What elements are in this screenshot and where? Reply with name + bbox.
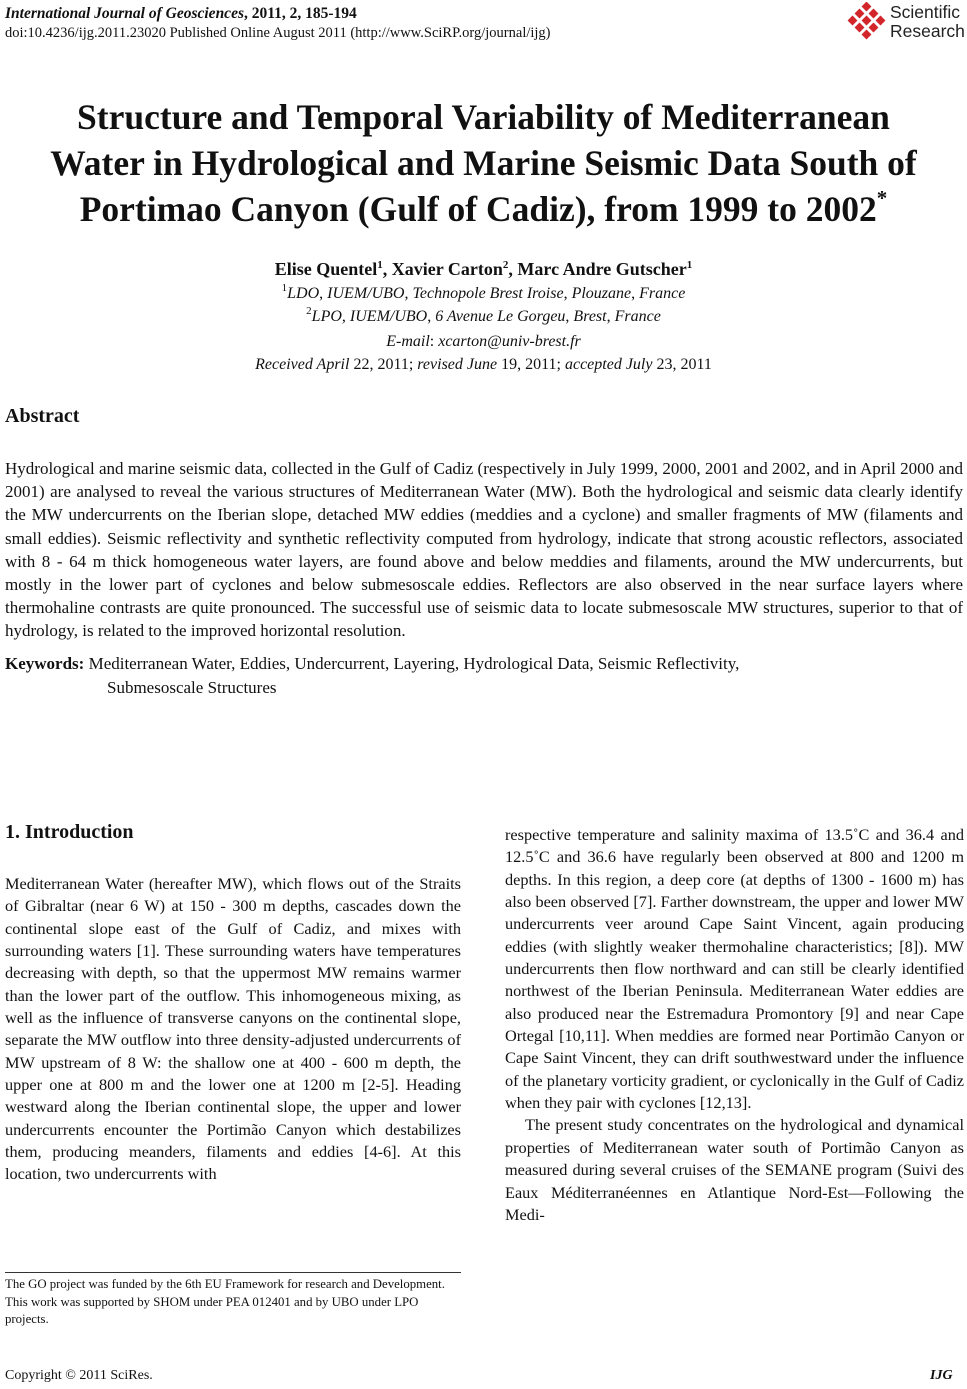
copyright-notice: Copyright © 2011 SciRes. (5, 1368, 153, 1383)
affiliation-separator: , (319, 285, 328, 302)
scirp-diamond-logo-icon (846, 2, 888, 44)
affiliation-marker: 1 (281, 282, 288, 294)
author-list (0, 258, 967, 280)
affiliation-part: Technopole Brest Iroise (412, 285, 564, 302)
affiliation-part: Plouzane (571, 285, 632, 302)
email-address[interactable]: xcarton@univ-brest.fr (438, 333, 581, 350)
affiliation-part: LPO (311, 308, 342, 325)
affiliation-part: Brest (573, 308, 607, 325)
footnote: The GO project was funded by the 6th EU Framework for research and Development. This work was supported by SHOM under PEA 012401 and by UBO under LPO projects. (5, 1277, 445, 1326)
affiliation-separator: , (631, 285, 640, 302)
journal-abbreviation: IJG (930, 1368, 953, 1383)
author-name: Xavier Carton (391, 259, 503, 279)
section-heading-introduction: 1. Introduction (5, 821, 134, 843)
body-paragraph: The present study concentrates on the hydrological and dynamical properties of Mediterranean water south of Portimão Canyon as measured during several cruises of the SEMANE program (Suivi des Eaux Méditerranéennes en Atlantique Nord-Est—Following the Medi- (505, 1115, 964, 1224)
body-column-right (505, 824, 964, 1226)
body-paragraph: Mediterranean Water (hereafter MW), which flows out of the Straits of Gibraltar (near 6 W) at 150 - 300 m depths, cascades down the continental slope east of the Gulf of Cadiz, and mixes with surrounding waters [1]. These surrounding waters have temperatures decreasing with depth, so that the uppermost MW remains warmer than the lower part of the outflow. This inhomogeneous mixing, as well as the influence of transverse canyons on the continental slope, separate the MW outflow into three density-adjusted undercurrents of MW upstream of 8 W: the shallow one at 400 - 600 m depth, the upper one at 800 m and the lower one at 1200 m [2-5]. Heading westward along the Iberian continental slope, the upper and lower undercurrents encounter the Portimão Canyon which destabilizes them, producing meanders, filaments and eddies [4-6]. At this location, two undercurrents with (5, 874, 461, 1184)
affiliation-part: France (614, 308, 661, 325)
affiliation-1 (0, 284, 967, 304)
author-affiliation-marker: 1 (377, 259, 383, 271)
revised-date: 19, 2011; (497, 356, 565, 373)
affiliation-separator: , (563, 285, 572, 302)
affiliation-part: 6 Avenue Le Gorgeu (435, 308, 566, 325)
accepted-label: accepted July (564, 356, 653, 373)
affiliation-part: IUEM/UBO (349, 308, 428, 325)
publisher-name (890, 3, 965, 40)
affiliation-part: LDO (287, 285, 320, 302)
keywords-line-2: Submesoscale Structures (107, 677, 277, 697)
received-date: 22, 2011; (349, 356, 418, 373)
keywords (5, 652, 963, 699)
author-separator: , (382, 259, 392, 279)
author-name: Marc Andre Gutscher (517, 259, 687, 279)
affiliation-marker: 2 (306, 305, 312, 317)
journal-volume: , 2011, 2, 185-194 (243, 5, 357, 22)
author-affiliation-marker: 1 (686, 259, 693, 271)
email-label: E-mail (386, 333, 430, 350)
author-separator: , (508, 259, 518, 279)
doi-line: doi:10.4236/ijg.2011.23020 Published Online August 2011 (http://www.SciRP.org/journal/ijg) (5, 25, 551, 41)
title-line-3-text: Portimao Canyon (Gulf of Cadiz), from 1999 to 2002 (79, 189, 877, 229)
revised-label: revised June (417, 356, 498, 373)
keywords-line-1 (5, 652, 963, 676)
email-line (0, 332, 967, 352)
footnote-divider (5, 1272, 461, 1273)
journal-citation (5, 4, 357, 23)
paper-title (0, 94, 967, 232)
affiliation-separator: , (565, 308, 574, 325)
email-separator: : (429, 333, 439, 350)
received-label: Received April (255, 356, 350, 373)
affiliation-2 (0, 307, 967, 327)
affiliation-part: IUEM/UBO (327, 285, 405, 302)
body-paragraph: respective temperature and salinity maxima of 13.5˚C and 36.4 and 12.5˚C and 36.6 have regularly been observed at 800 and 1200 m depths. In this region, a deep core (at depths of 1300 - 1600 m) has also been observed [7]. Farther downstream, the upper and lower MW undercurrents veer around Cape Saint Vincent, again producing eddies (with slightly weaker thermohaline characteristics; [8]). MW undercurrents then flow northward and can still be clearly identified northwest of the Iberian Peninsula. Mediterranean Water eddies are also produced near the Estremadura Promontory [9] and near Cape Ortegal [10,11]. When meddies are formed near Portimão Canyon or Cape Saint Vincent, they can drift southwestward under the influence of the planetary vorticity gradient, or cyclonically in the Gulf of Cadiz when they pair with cyclones [12,13]. (505, 825, 964, 1113)
keywords-label: Keywords: (5, 654, 85, 673)
publisher-logo (846, 2, 967, 46)
title-footnote-marker: * (876, 186, 888, 210)
affiliation-separator: , (427, 308, 436, 325)
abstract-heading: Abstract (5, 405, 80, 427)
publisher-name-line1: Scientific (890, 2, 961, 22)
affiliation-part: France (639, 285, 686, 302)
title-line-2: Water in Hydrological and Marine Seismic Data South of (50, 143, 917, 183)
received-dates (0, 355, 967, 375)
publisher-name-line2: Research (890, 20, 965, 41)
abstract-text: Hydrological and marine seismic data, collected in the Gulf of Cadiz (respectively in July 1999, 2000, 2001 and 2002, and in April 2000 and 2001) are analysed to reveal the various structures of Mediterranean Water (MW). Both the hydrological and seismic data clearly identify the MW undercurrents on the Iberian slope, detached MW eddies (meddies and a cyclone) and smaller fragments of MW (filaments and small eddies). Seismic reflectivity and synthetic reflectivity computed from hydrology, indicate that strong acoustic reflectors, associated with 8 - 64 m thick homogeneous water layers, are found above and below meddies and filaments, around the MW undercurrents, but mostly in the lower part of cyclones and below submesoscale eddies. Reflectors are also observed in the near surface layers where thermohaline contrasts are quite pronounced. The successful use of seismic data to locate submesoscale MW structures, superior to that of hydrology, is related to the improved horizontal resolution. (5, 459, 963, 641)
body-column-left (5, 873, 461, 1186)
keywords-list: Mediterranean Water, Eddies, Undercurrent, Layering, Hydrological Data, Seismic Reflectivity, (84, 654, 740, 673)
accepted-date: 23, 2011 (652, 356, 712, 373)
author-name: Elise Quentel (274, 259, 378, 279)
affiliation-separator: , (341, 308, 350, 325)
title-line-3 (0, 186, 967, 232)
affiliation-separator: , (404, 285, 413, 302)
affiliation-separator: , (606, 308, 615, 325)
title-line-1: Structure and Temporal Variability of Mediterranean (77, 97, 890, 137)
journal-name: International Journal of Geosciences (5, 5, 244, 22)
author-affiliation-marker: 2 (502, 259, 509, 271)
